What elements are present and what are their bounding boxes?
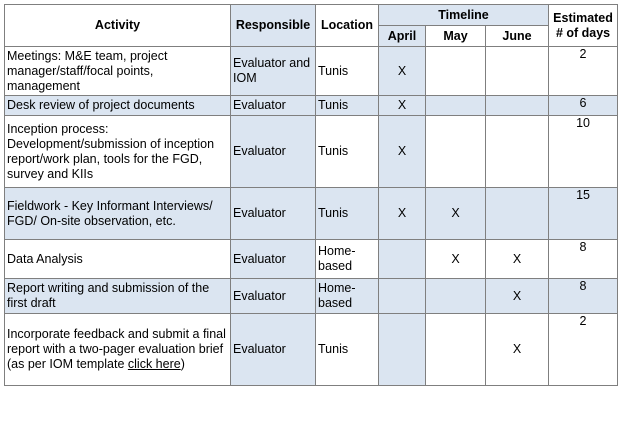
responsible-cell: Evaluator (231, 279, 316, 314)
responsible-cell: Evaluator and IOM (231, 47, 316, 96)
activity-text: Incorporate feedback and submit a final report with a two-pager evaluation brief (as per IOM template (7, 327, 226, 371)
header-estimated-days: Estimated # of days (549, 5, 618, 47)
days-cell: 2 (549, 314, 618, 386)
table-row (5, 47, 618, 96)
table-row (5, 314, 618, 386)
may-cell (426, 47, 486, 96)
location-cell: Home-based (316, 279, 379, 314)
days-cell: 6 (549, 96, 618, 116)
responsible-cell: Evaluator (231, 240, 316, 279)
table-row (5, 240, 618, 279)
header-timeline: Timeline (379, 5, 549, 26)
april-cell (379, 240, 426, 279)
table-row (5, 188, 618, 240)
schedule-table (4, 4, 618, 386)
days-cell: 2 (549, 47, 618, 96)
responsible-cell: Evaluator (231, 96, 316, 116)
header-responsible: Responsible (231, 5, 316, 47)
april-cell: X (379, 116, 426, 188)
activity-cell (5, 314, 231, 386)
may-cell: X (426, 240, 486, 279)
table-row (5, 116, 618, 188)
responsible-cell: Evaluator (231, 116, 316, 188)
june-cell: X (486, 240, 549, 279)
april-cell: X (379, 47, 426, 96)
responsible-cell: Evaluator (231, 188, 316, 240)
june-cell: X (486, 314, 549, 386)
location-cell: Tunis (316, 47, 379, 96)
days-cell: 10 (549, 116, 618, 188)
activity-cell: Data Analysis (5, 240, 231, 279)
activity-cell: Inception process: Development/submission of inception report/work plan, tools for the FGD, survey and KIIs (5, 116, 231, 188)
may-cell: X (426, 188, 486, 240)
template-link[interactable]: click here (127, 357, 181, 371)
header-month-april: April (379, 26, 426, 47)
days-cell: 8 (549, 240, 618, 279)
location-cell: Tunis (316, 96, 379, 116)
responsible-cell: Evaluator (231, 314, 316, 386)
activity-suffix: ) (180, 357, 185, 371)
header-month-may: May (426, 26, 486, 47)
may-cell (426, 314, 486, 386)
activity-cell: Desk review of project documents (5, 96, 231, 116)
april-cell (379, 314, 426, 386)
table-row (5, 279, 618, 314)
june-cell (486, 96, 549, 116)
header-month-june: June (486, 26, 549, 47)
april-cell: X (379, 96, 426, 116)
days-cell: 15 (549, 188, 618, 240)
location-cell: Tunis (316, 116, 379, 188)
june-cell (486, 116, 549, 188)
location-cell: Tunis (316, 314, 379, 386)
june-cell (486, 188, 549, 240)
location-cell: Home-based (316, 240, 379, 279)
days-cell: 8 (549, 279, 618, 314)
may-cell (426, 116, 486, 188)
june-cell (486, 47, 549, 96)
location-cell: Tunis (316, 188, 379, 240)
june-cell: X (486, 279, 549, 314)
header-location: Location (316, 5, 379, 47)
activity-cell: Fieldwork - Key Informant Interviews/ FGD/ On-site observation, etc. (5, 188, 231, 240)
may-cell (426, 96, 486, 116)
header-activity: Activity (5, 5, 231, 47)
april-cell: X (379, 188, 426, 240)
april-cell (379, 279, 426, 314)
activity-cell: Report writing and submission of the first draft (5, 279, 231, 314)
activity-cell: Meetings: M&E team, project manager/staff/focal points, management (5, 47, 231, 96)
table-row (5, 96, 618, 116)
may-cell (426, 279, 486, 314)
